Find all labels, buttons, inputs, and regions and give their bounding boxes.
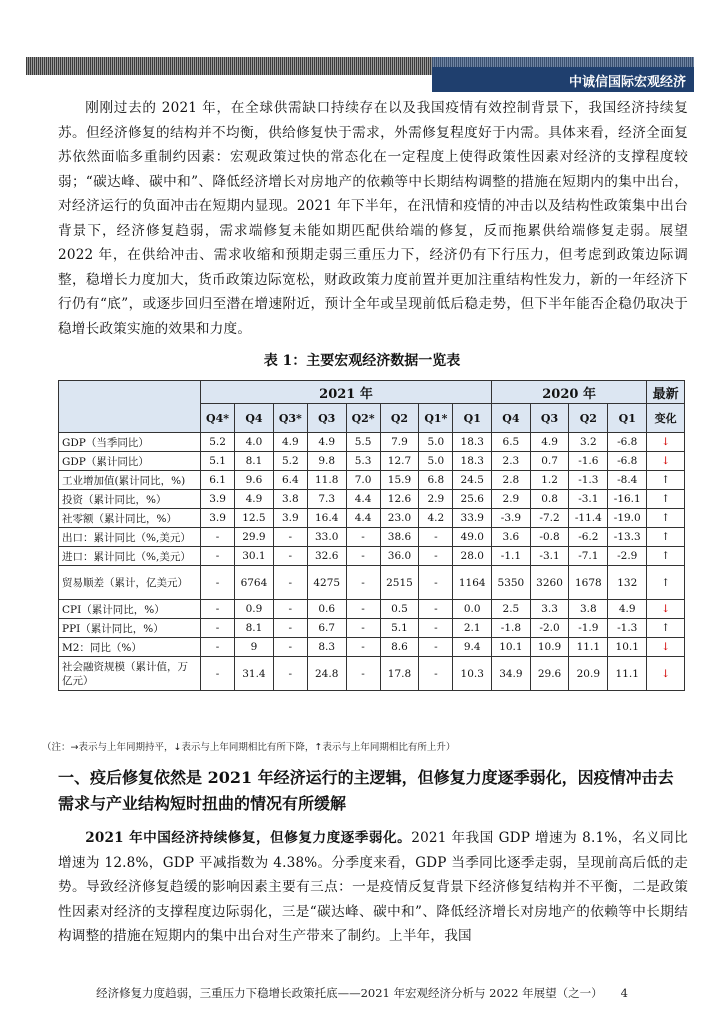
table-cell: 33.9: [453, 509, 492, 528]
quarter-2020-q2: Q2: [569, 404, 608, 433]
table-cell: -7.2: [530, 509, 569, 528]
row-label: PPI（累计同比，%）: [59, 619, 201, 638]
change-arrow-icon: ↑: [647, 471, 685, 490]
table-cell: 7.0: [346, 471, 380, 490]
table-cell: 38.6: [380, 528, 419, 547]
table-cell: -: [346, 638, 380, 657]
change-arrow-icon: ↓: [647, 638, 685, 657]
table-cell: -6.8: [608, 452, 647, 471]
quarter-2021-q3-star: Q3*: [273, 404, 307, 433]
table-corner: [59, 381, 201, 433]
table-row: [59, 528, 685, 547]
table-cell: -: [419, 566, 453, 600]
row-label: CPI（累计同比，%）: [59, 600, 201, 619]
table-cell: 1164: [453, 566, 492, 600]
table-cell: 10.9: [530, 638, 569, 657]
table-cell: -: [201, 600, 235, 619]
table-cell: 30.1: [235, 547, 274, 566]
quarter-2020-q4: Q4: [492, 404, 531, 433]
table-cell: 33.0: [307, 528, 346, 547]
table-cell: 0.9: [235, 600, 274, 619]
table-row: [59, 509, 685, 528]
table-cell: -3.9: [492, 509, 531, 528]
table-cell: -: [201, 547, 235, 566]
table-note: （注：→表示与上年同期持平，↓表示与上年同期相比有所下降，↑表示与上年同期相比有所上升）: [42, 742, 456, 753]
table-cell: 9.4: [453, 638, 492, 657]
row-label: M2：同比（%）: [59, 638, 201, 657]
table-row: [59, 657, 685, 691]
table-cell: 6.4: [273, 471, 307, 490]
table-cell: -: [346, 528, 380, 547]
table-row: [59, 547, 685, 566]
table-cell: 18.3: [453, 452, 492, 471]
table-cell: -: [273, 547, 307, 566]
table-cell: 24.8: [307, 657, 346, 691]
table-cell: 17.8: [380, 657, 419, 691]
row-label: 出口：累计同比（%,美元）: [59, 528, 201, 547]
change-arrow-icon: ↓: [647, 657, 685, 691]
row-label: 社零额（累计同比，%）: [59, 509, 201, 528]
table-cell: -1.6: [569, 452, 608, 471]
table-cell: 9: [235, 638, 274, 657]
section-lead: 2021 年中国经济持续修复，但修复力度逐季弱化。: [85, 830, 412, 846]
quarter-2020-q1: Q1: [608, 404, 647, 433]
table-cell: -19.0: [608, 509, 647, 528]
change-arrow-icon: ↑: [647, 619, 685, 638]
row-label: GDP（累计同比）: [59, 452, 201, 471]
table-cell: 2.3: [492, 452, 531, 471]
page-footer: [0, 985, 724, 1001]
quarter-2021-q4: Q4: [235, 404, 274, 433]
table-cell: -: [201, 528, 235, 547]
table-cell: 8.6: [380, 638, 419, 657]
table-cell: -: [273, 619, 307, 638]
table-cell: 3.8: [273, 490, 307, 509]
table-cell: -: [346, 619, 380, 638]
table-cell: 5.3: [346, 452, 380, 471]
table-cell: 34.9: [492, 657, 531, 691]
table-cell: -7.1: [569, 547, 608, 566]
table-row: [59, 600, 685, 619]
row-label: 进口：累计同比（%,美元）: [59, 547, 201, 566]
table-cell: 11.1: [569, 638, 608, 657]
table-cell: -: [201, 638, 235, 657]
table-row: [59, 619, 685, 638]
table-cell: 6.5: [492, 433, 531, 452]
table-cell: 8.1: [235, 619, 274, 638]
intro-paragraph: 刚刚过去的 2021 年，在全球供需缺口持续存在以及我国疫情有效控制背景下，我国经济持续复苏。但经济修复的结构并不均衡，供给修复快于需求，外需修复程度好于内需。具体来看，经济全面复苏依然面临多重制约因素：宏观政策过快的常态化在一定程度上使得政策性因素对经济的支撑程度较弱；“碳达峰、碳中和”、降低经济增长对房地产的依赖等中长期结构调整的措施在短期内的集中出台，对经济运行的负面冲击在短期内显现。2021 年下半年，在汛情和疫情的冲击以及结构性政策集中出台背景下，经济修复趋弱，需求端修复未能如期匹配供给端的修复，反而拖累供给端修复走弱。展望 2022 年，在供给冲击、需求收缩和预期走弱三重压力下，经济仍有下行压力，但考虑到政策边际调整，稳增长力度加大，货币政策边际宽松，财政政策力度前置并更加注重结构性发力，新的一年经济下行仍有“底”，或逐步回归至潜在增速附近，预计全年或呈现前低后稳走势，但下半年能否企稳仍取决于稳增长政策实施的效果和力度。: [58, 100, 688, 337]
table-cell: 36.0: [380, 547, 419, 566]
table-cell: 2515: [380, 566, 419, 600]
table-cell: -: [419, 600, 453, 619]
table-cell: 5.0: [419, 452, 453, 471]
table-cell: -16.1: [608, 490, 647, 509]
section-title: 一、疫后修复依然是 2021 年经济运行的主逻辑，但修复力度逐季弱化，因疫情冲击去需求与产业结构短时扭曲的情况有所缓解: [58, 768, 674, 813]
table-body: [59, 433, 685, 691]
table-cell: 4.9: [608, 600, 647, 619]
table-cell: -6.8: [608, 433, 647, 452]
table-row: [59, 452, 685, 471]
table-cell: 3.8: [569, 600, 608, 619]
quarter-2021-q1-star: Q1*: [419, 404, 453, 433]
row-label: 社会融资规模（累计值，万亿元）: [59, 657, 201, 691]
table-cell: 0.8: [530, 490, 569, 509]
header-2021: 2021 年: [201, 381, 492, 404]
table-row: [59, 490, 685, 509]
table-cell: -: [201, 619, 235, 638]
table-cell: -3.1: [530, 547, 569, 566]
quarter-2020-q3: Q3: [530, 404, 569, 433]
table-cell: 3.3: [530, 600, 569, 619]
table-cell: 10.1: [492, 638, 531, 657]
table-cell: -: [419, 619, 453, 638]
table-cell: -0.8: [530, 528, 569, 547]
table-cell: 5.2: [201, 433, 235, 452]
table-cell: 3.9: [201, 509, 235, 528]
table-cell: 4.4: [346, 509, 380, 528]
table-cell: -6.2: [569, 528, 608, 547]
table-cell: -: [273, 600, 307, 619]
table-row: [59, 433, 685, 452]
table-cell: -: [273, 657, 307, 691]
table-cell: -1.3: [608, 619, 647, 638]
table-cell: 11.8: [307, 471, 346, 490]
change-arrow-icon: ↓: [647, 452, 685, 471]
table-cell: -13.3: [608, 528, 647, 547]
table-cell: 7.9: [380, 433, 419, 452]
quarter-2021-q4-star: Q4*: [201, 404, 235, 433]
table-cell: -1.8: [492, 619, 531, 638]
table-cell: 4.9: [273, 433, 307, 452]
table-cell: 24.5: [453, 471, 492, 490]
table-cell: 18.3: [453, 433, 492, 452]
table-row: [59, 566, 685, 600]
table-cell: 6764: [235, 566, 274, 600]
table-caption: 表 1：主要宏观经济数据一览表: [263, 353, 461, 369]
table-cell: 5.1: [380, 619, 419, 638]
table-cell: 4.2: [419, 509, 453, 528]
table-cell: -1.3: [569, 471, 608, 490]
table-cell: 12.5: [235, 509, 274, 528]
header-brand: 中诚信国际宏观经济: [432, 57, 694, 92]
table-cell: 5.2: [273, 452, 307, 471]
table-cell: 6.7: [307, 619, 346, 638]
table-cell: -1.1: [492, 547, 531, 566]
table-cell: 6.1: [201, 471, 235, 490]
table-cell: 31.4: [235, 657, 274, 691]
quarter-2021-q2-star: Q2*: [346, 404, 380, 433]
footer-text: 经济修复力度趋弱，三重压力下稳增长政策托底——2021 年宏观经济分析与 2022 年展望（之一）: [96, 986, 603, 1000]
table-cell: 4.0: [235, 433, 274, 452]
table-cell: 29.9: [235, 528, 274, 547]
table-cell: 7.3: [307, 490, 346, 509]
quarter-2021-q3: Q3: [307, 404, 346, 433]
table-cell: -: [201, 566, 235, 600]
table-row: [59, 471, 685, 490]
table-cell: 12.7: [380, 452, 419, 471]
table-cell: -: [273, 638, 307, 657]
table-cell: -: [273, 566, 307, 600]
table-cell: 2.5: [492, 600, 531, 619]
change-arrow-icon: ↑: [647, 509, 685, 528]
table-cell: 132: [608, 566, 647, 600]
table-cell: -: [201, 657, 235, 691]
table-cell: -: [419, 547, 453, 566]
table-cell: 4.9: [530, 433, 569, 452]
table-cell: 20.9: [569, 657, 608, 691]
table-cell: 8.1: [235, 452, 274, 471]
row-label: 投资（累计同比，%）: [59, 490, 201, 509]
change-arrow-icon: ↑: [647, 528, 685, 547]
table-cell: -: [346, 657, 380, 691]
table-cell: 15.9: [380, 471, 419, 490]
table-cell: 0.6: [307, 600, 346, 619]
table-cell: 23.0: [380, 509, 419, 528]
table-cell: -2.0: [530, 619, 569, 638]
header-2020: 2020 年: [492, 381, 647, 404]
table-row: [59, 638, 685, 657]
table-cell: 4.4: [346, 490, 380, 509]
row-label: 工业增加值(累计同比，%): [59, 471, 201, 490]
table-cell: -2.9: [608, 547, 647, 566]
table-cell: 25.6: [453, 490, 492, 509]
table-cell: 1.2: [530, 471, 569, 490]
table-cell: 3.9: [201, 490, 235, 509]
change-arrow-icon: ↓: [647, 433, 685, 452]
table-cell: -: [419, 638, 453, 657]
table-cell: -11.4: [569, 509, 608, 528]
table-cell: 3260: [530, 566, 569, 600]
row-label: GDP（当季同比）: [59, 433, 201, 452]
table-cell: 12.6: [380, 490, 419, 509]
section-body: 2021 年我国 GDP 增速为 8.1%，名义同比增速为 12.8%，GDP 平减指数为 4.38%。分季度来看，GDP 当季同比逐季走弱，呈现前高后低的走势。导致经济修复趋缓的影响因素主要有三点：一是疫情反复背景下经济修复结构并不平衡，二是政策性因素对经济的支撑程度边际弱化，三是“碳达峰、碳中和”、降低经济增长对房地产的依赖等中长期结构调整的措施在短期内的集中出台对生产带来了制约。上半年，我国: [58, 830, 688, 944]
row-label: 贸易顺差（累计，亿美元）: [59, 566, 201, 600]
table-cell: 28.0: [453, 547, 492, 566]
table-cell: 29.6: [530, 657, 569, 691]
table-cell: -: [346, 600, 380, 619]
table-cell: -1.9: [569, 619, 608, 638]
table-cell: 9.6: [235, 471, 274, 490]
table-cell: -: [419, 528, 453, 547]
table-cell: 16.4: [307, 509, 346, 528]
table-cell: 5.1: [201, 452, 235, 471]
macro-data-table: [58, 380, 685, 691]
quarter-2021-q2: Q2: [380, 404, 419, 433]
table-cell: 4275: [307, 566, 346, 600]
table-cell: 0.5: [380, 600, 419, 619]
table-cell: 1678: [569, 566, 608, 600]
table-cell: 2.1: [453, 619, 492, 638]
table-cell: -3.1: [569, 490, 608, 509]
table-cell: 2.9: [492, 490, 531, 509]
table-cell: -8.4: [608, 471, 647, 490]
table-cell: 49.0: [453, 528, 492, 547]
table-cell: 10.1: [608, 638, 647, 657]
table-cell: 3.9: [273, 509, 307, 528]
table-cell: 0.0: [453, 600, 492, 619]
header-latest-change-1: 最新: [647, 381, 685, 404]
table-cell: 2.8: [492, 471, 531, 490]
table-cell: -: [346, 566, 380, 600]
table-cell: 3.2: [569, 433, 608, 452]
table-cell: -: [419, 657, 453, 691]
table-cell: 9.8: [307, 452, 346, 471]
table-cell: 32.6: [307, 547, 346, 566]
change-arrow-icon: ↑: [647, 490, 685, 509]
table-cell: 2.9: [419, 490, 453, 509]
table-cell: 5350: [492, 566, 531, 600]
quarter-2021-q1: Q1: [453, 404, 492, 433]
change-arrow-icon: ↑: [647, 566, 685, 600]
header-latest-change-2: 变化: [647, 404, 685, 433]
table-cell: 0.7: [530, 452, 569, 471]
table-cell: 4.9: [235, 490, 274, 509]
change-arrow-icon: ↑: [647, 547, 685, 566]
table-cell: 4.9: [307, 433, 346, 452]
table-cell: 6.8: [419, 471, 453, 490]
table-cell: 11.1: [608, 657, 647, 691]
change-arrow-icon: ↓: [647, 600, 685, 619]
table-cell: 10.3: [453, 657, 492, 691]
table-cell: 3.6: [492, 528, 531, 547]
table-cell: -: [346, 547, 380, 566]
table-cell: 8.3: [307, 638, 346, 657]
table-cell: -: [273, 528, 307, 547]
section-paragraph: [58, 826, 688, 949]
table-cell: 5.0: [419, 433, 453, 452]
table-cell: 5.5: [346, 433, 380, 452]
page-number: 4: [620, 986, 628, 1000]
